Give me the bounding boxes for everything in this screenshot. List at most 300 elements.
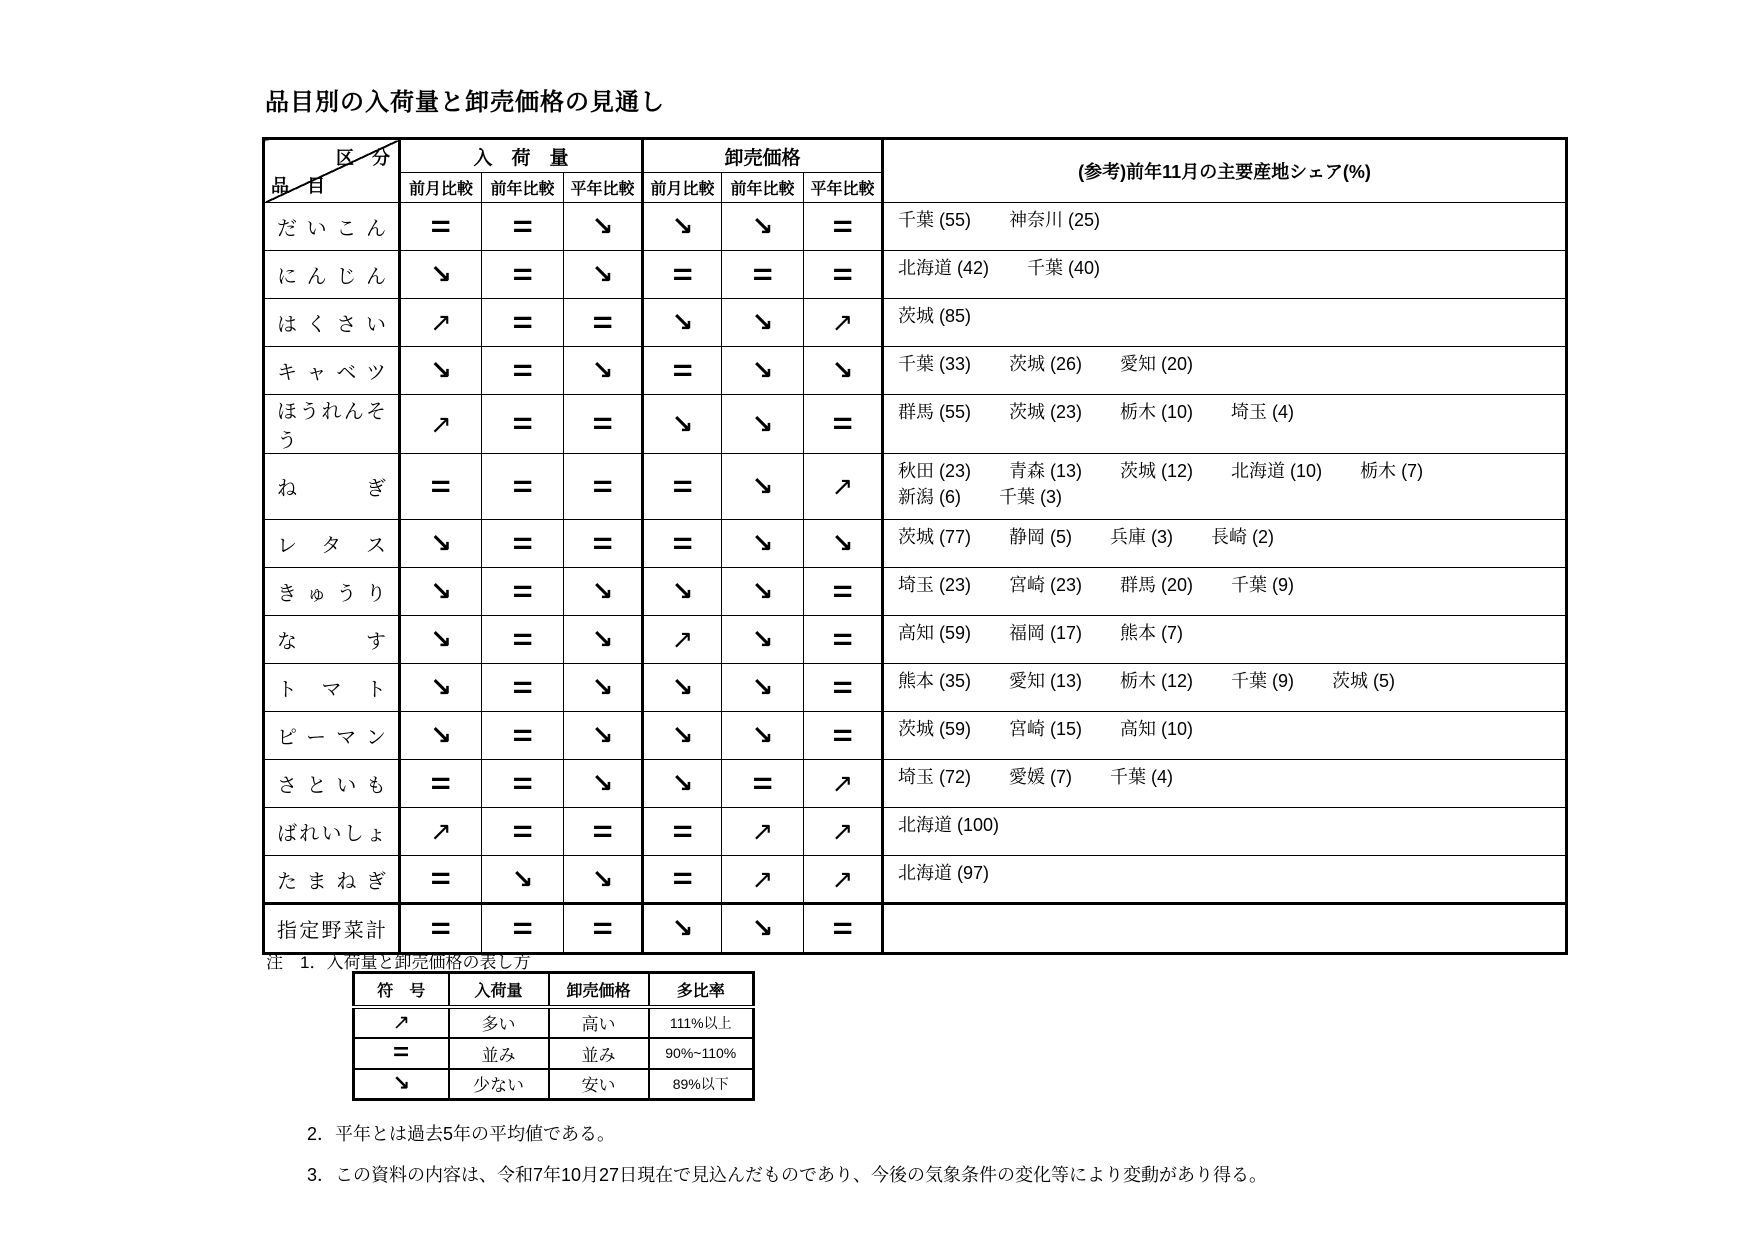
trend-even-icon: = xyxy=(832,670,853,704)
trend-even-icon: = xyxy=(512,622,533,656)
legend-symbol-cell xyxy=(354,1069,449,1100)
trend-down-icon: ↘ xyxy=(671,576,694,606)
trend-down-icon: ↘ xyxy=(751,471,774,501)
symbol-cell xyxy=(400,299,482,347)
trend-even-icon: = xyxy=(832,718,853,752)
symbol-cell xyxy=(722,520,804,568)
trend-even-icon: = xyxy=(512,353,533,387)
trend-even-icon: = xyxy=(512,766,533,800)
symbol-cell xyxy=(804,395,883,454)
item-row xyxy=(264,520,1567,568)
item-row xyxy=(264,299,1567,347)
trend-down-icon: ↘ xyxy=(591,720,614,750)
note-2: 2．平年とは過去5年の平均値である。 xyxy=(307,1124,616,1144)
trend-even-icon: = xyxy=(430,209,452,243)
trend-even-icon: = xyxy=(592,911,613,945)
trend-even-icon: = xyxy=(672,353,693,387)
symbol-cell xyxy=(722,616,804,664)
trend-down-icon: ↘ xyxy=(430,528,452,558)
symbol-cell xyxy=(643,454,722,520)
symbol-cell xyxy=(400,904,482,954)
legend-header-supply: 入荷量 xyxy=(449,973,549,1007)
share-entry: 愛媛 (7) xyxy=(1009,767,1073,787)
trend-up-icon: ↗ xyxy=(751,863,774,894)
symbol-cell xyxy=(643,760,722,808)
symbol-cell xyxy=(643,616,722,664)
symbol-cell xyxy=(643,712,722,760)
trend-up-icon: ↗ xyxy=(831,816,854,846)
share-line xyxy=(898,860,1561,886)
symbol-cell xyxy=(564,808,643,856)
symbol-cell xyxy=(722,856,804,904)
symbol-cell xyxy=(400,856,482,904)
item-name: きゅうり xyxy=(264,568,400,616)
legend-supply-cell: 並み xyxy=(449,1038,549,1069)
legend-row xyxy=(354,1038,754,1069)
trend-down-icon: ↘ xyxy=(671,913,694,943)
item-name: なす xyxy=(264,616,400,664)
corner-item-label: 品 目 xyxy=(271,176,325,196)
symbol-cell xyxy=(400,347,482,395)
item-name: ばれいしょ xyxy=(264,808,400,856)
symbol-cell xyxy=(400,568,482,616)
item-row xyxy=(264,347,1567,395)
item-row xyxy=(264,664,1567,712)
legend-price-cell: 並み xyxy=(549,1038,649,1069)
symbol-cell xyxy=(804,299,883,347)
trend-even-icon: = xyxy=(832,622,853,656)
symbol-cell xyxy=(564,664,643,712)
symbol-cell xyxy=(722,347,804,395)
share-entry: 茨城 (23) xyxy=(1009,402,1083,422)
trend-down-icon: ↘ xyxy=(831,528,854,558)
share-cell xyxy=(883,520,1567,568)
share-entry: 高知 (59) xyxy=(898,623,972,643)
trend-down-icon: ↘ xyxy=(671,672,694,702)
symbol-cell xyxy=(564,395,643,454)
share-line xyxy=(898,764,1561,790)
symbol-cell xyxy=(564,520,643,568)
share-cell xyxy=(883,251,1567,299)
symbol-cell xyxy=(643,664,722,712)
symbol-cell xyxy=(722,395,804,454)
symbol-cell xyxy=(400,760,482,808)
share-line xyxy=(898,351,1561,377)
trend-down-icon: ↘ xyxy=(751,720,774,750)
symbol-cell xyxy=(482,203,564,251)
legend-row xyxy=(354,1007,754,1038)
trend-even-icon: = xyxy=(592,407,613,440)
symbol-cell xyxy=(400,664,482,712)
trend-even-icon: = xyxy=(512,718,533,752)
share-cell xyxy=(883,395,1567,454)
symbol-cell xyxy=(564,856,643,904)
symbol-cell xyxy=(482,347,564,395)
symbol-cell xyxy=(482,251,564,299)
item-name: ねぎ xyxy=(264,454,400,520)
share-entry: 埼玉 (23) xyxy=(898,575,972,595)
legend-symbol-cell xyxy=(354,1038,449,1069)
symbol-cell xyxy=(400,203,482,251)
trend-up-icon: ↗ xyxy=(831,471,854,501)
share-line xyxy=(898,668,1561,694)
share-entry: 静岡 (5) xyxy=(1009,527,1073,547)
legend-supply-cell: 少ない xyxy=(449,1069,549,1100)
trend-down-icon: ↘ xyxy=(430,624,452,654)
symbol-cell xyxy=(400,395,482,454)
trend-up-icon: ↗ xyxy=(392,1010,411,1034)
symbol-cell xyxy=(482,760,564,808)
item-row xyxy=(264,203,1567,251)
trend-even-icon: = xyxy=(592,305,613,339)
trend-up-icon: ↗ xyxy=(430,816,452,846)
share-entry: 栃木 (10) xyxy=(1120,402,1194,422)
legend-ratio-cell: 89%以下 xyxy=(649,1069,754,1100)
symbol-cell xyxy=(400,520,482,568)
share-line xyxy=(898,255,1561,281)
trend-up-icon: ↗ xyxy=(751,816,774,846)
trend-down-icon: ↘ xyxy=(751,672,774,702)
trend-down-icon: ↘ xyxy=(430,576,452,606)
symbol-cell xyxy=(400,616,482,664)
share-entry: 熊本 (7) xyxy=(1120,623,1184,643)
legend-ratio-cell: 90%~110% xyxy=(649,1038,754,1069)
price-group-header: 卸売価格 xyxy=(643,139,883,173)
item-name: ほうれんそう xyxy=(264,395,400,454)
trend-even-icon: = xyxy=(512,469,533,503)
trend-up-icon: ↗ xyxy=(430,307,452,337)
trend-even-icon: = xyxy=(430,469,452,503)
symbol-cell xyxy=(643,203,722,251)
symbol-cell xyxy=(722,299,804,347)
item-name: さといも xyxy=(264,760,400,808)
symbol-cell xyxy=(643,299,722,347)
trend-even-icon: = xyxy=(592,526,613,560)
share-entry: 茨城 (12) xyxy=(1120,461,1194,481)
share-entry: 千葉 (9) xyxy=(1231,575,1295,595)
item-name: レタス xyxy=(264,520,400,568)
share-cell xyxy=(883,904,1567,954)
column-header: 前年比較 xyxy=(482,173,564,203)
symbol-cell xyxy=(482,395,564,454)
share-entry: 埼玉 (72) xyxy=(898,767,972,787)
trend-even-icon: = xyxy=(512,209,533,243)
legend-price-cell: 高い xyxy=(549,1007,649,1038)
share-entry: 北海道 (100) xyxy=(898,815,1000,835)
legend-row xyxy=(354,1069,754,1100)
trend-down-icon: ↘ xyxy=(751,307,774,337)
share-entry: 栃木 (12) xyxy=(1120,671,1194,691)
supply-group-header: 入 荷 量 xyxy=(400,139,643,173)
share-entry: 新潟 (6) xyxy=(898,487,961,507)
main-table-body xyxy=(264,203,1567,954)
trend-even-icon: = xyxy=(832,257,853,291)
share-cell xyxy=(883,203,1567,251)
item-row xyxy=(264,251,1567,299)
trend-even-icon: = xyxy=(430,911,452,945)
share-column-header: (参考)前年11月の主要産地シェア(%) xyxy=(883,139,1567,203)
share-cell xyxy=(883,347,1567,395)
share-entry: 高知 (10) xyxy=(1120,719,1194,739)
corner-header-cell xyxy=(264,139,400,203)
symbol-cell xyxy=(482,299,564,347)
trend-up-icon: ↗ xyxy=(430,408,452,439)
symbol-cell xyxy=(564,760,643,808)
legend-supply-cell: 多い xyxy=(449,1007,549,1038)
symbol-cell xyxy=(804,664,883,712)
share-cell xyxy=(883,712,1567,760)
trend-even-icon: = xyxy=(752,766,773,800)
corner-category-label: 区 分 xyxy=(336,148,390,168)
trend-even-icon: = xyxy=(592,469,613,503)
symbol-cell xyxy=(643,904,722,954)
symbol-cell xyxy=(804,251,883,299)
symbol-cell xyxy=(722,808,804,856)
symbol-cell xyxy=(804,616,883,664)
item-name: はくさい xyxy=(264,299,400,347)
symbol-cell xyxy=(722,203,804,251)
item-row xyxy=(264,856,1567,904)
trend-down-icon: ↘ xyxy=(751,355,774,385)
trend-even-icon: = xyxy=(832,574,853,608)
trend-down-icon: ↘ xyxy=(591,672,614,702)
share-entry: 愛知 (13) xyxy=(1009,671,1083,691)
share-entry: 群馬 (20) xyxy=(1120,575,1194,595)
item-row xyxy=(264,616,1567,664)
trend-even-icon: = xyxy=(512,670,533,704)
symbol-cell xyxy=(643,520,722,568)
share-cell xyxy=(883,760,1567,808)
trend-even-icon: = xyxy=(832,911,853,945)
symbol-cell xyxy=(482,856,564,904)
symbol-cell xyxy=(482,664,564,712)
share-entry: 千葉 (3) xyxy=(999,487,1062,507)
item-row xyxy=(264,808,1567,856)
trend-down-icon: ↘ xyxy=(751,528,774,558)
forecast-table xyxy=(262,137,1568,955)
share-entry: 千葉 (33) xyxy=(898,354,972,374)
share-entry: 茨城 (5) xyxy=(1332,671,1396,691)
share-entry: 青森 (13) xyxy=(1009,461,1083,481)
share-cell xyxy=(883,664,1567,712)
legend-table xyxy=(352,971,755,1101)
item-name: にんじん xyxy=(264,251,400,299)
legend-header-price: 卸売価格 xyxy=(549,973,649,1007)
column-header: 前月比較 xyxy=(643,173,722,203)
trend-down-icon: ↘ xyxy=(591,259,614,289)
page-title: 品目別の入荷量と卸売価格の見通し xyxy=(265,89,665,116)
share-line xyxy=(898,207,1561,233)
trend-even-icon: = xyxy=(512,305,533,339)
share-entry: 愛知 (20) xyxy=(1120,354,1194,374)
symbol-cell xyxy=(804,856,883,904)
trend-even-icon: = xyxy=(512,407,533,440)
symbol-cell xyxy=(400,251,482,299)
trend-even-icon: = xyxy=(393,1039,410,1066)
share-entry: 栃木 (7) xyxy=(1360,461,1424,481)
symbol-cell xyxy=(722,568,804,616)
share-cell xyxy=(883,299,1567,347)
share-line xyxy=(898,458,1561,484)
share-entry: 千葉 (4) xyxy=(1110,767,1174,787)
share-entry: 千葉 (40) xyxy=(1027,258,1101,278)
share-entry: 茨城 (59) xyxy=(898,719,972,739)
trend-down-icon: ↘ xyxy=(591,768,614,798)
column-header: 前月比較 xyxy=(400,173,482,203)
share-entry: 北海道 (42) xyxy=(898,258,990,278)
trend-even-icon: = xyxy=(512,526,533,560)
trend-down-icon: ↘ xyxy=(751,624,774,654)
trend-even-icon: = xyxy=(592,814,613,848)
share-line xyxy=(898,716,1561,742)
symbol-cell xyxy=(482,520,564,568)
trend-down-icon: ↘ xyxy=(591,576,614,606)
symbol-cell xyxy=(482,808,564,856)
legend-ratio-cell: 111%以上 xyxy=(649,1007,754,1038)
trend-up-icon: ↗ xyxy=(831,307,854,337)
item-row xyxy=(264,568,1567,616)
trend-down-icon: ↘ xyxy=(591,863,614,894)
symbol-cell xyxy=(804,454,883,520)
trend-down-icon: ↘ xyxy=(511,863,534,894)
share-entry: 神奈川 (25) xyxy=(1009,210,1101,230)
share-entry: 埼玉 (4) xyxy=(1231,402,1295,422)
trend-down-icon: ↘ xyxy=(671,307,694,337)
item-row xyxy=(264,712,1567,760)
symbol-cell xyxy=(722,664,804,712)
trend-up-icon: ↗ xyxy=(671,624,694,654)
trend-even-icon: = xyxy=(672,526,693,560)
share-cell xyxy=(883,568,1567,616)
trend-down-icon: ↘ xyxy=(430,355,452,385)
trend-even-icon: = xyxy=(430,862,452,895)
share-entry: 宮崎 (15) xyxy=(1009,719,1083,739)
symbol-cell xyxy=(643,395,722,454)
item-name: 指定野菜計 xyxy=(264,904,400,954)
symbol-cell xyxy=(804,808,883,856)
trend-down-icon: ↘ xyxy=(751,408,774,439)
symbol-cell xyxy=(804,568,883,616)
trend-even-icon: = xyxy=(512,911,533,945)
trend-down-icon: ↘ xyxy=(392,1071,411,1095)
share-entry: 宮崎 (23) xyxy=(1009,575,1083,595)
share-cell xyxy=(883,808,1567,856)
share-line xyxy=(898,620,1561,646)
legend-header-ratio: 多比率 xyxy=(649,973,754,1007)
trend-down-icon: ↘ xyxy=(831,355,854,385)
symbol-cell xyxy=(722,712,804,760)
item-row xyxy=(264,760,1567,808)
trend-even-icon: = xyxy=(512,257,533,291)
share-line xyxy=(898,484,1561,510)
trend-even-icon: = xyxy=(512,574,533,608)
share-cell xyxy=(883,454,1567,520)
trend-even-icon: = xyxy=(672,814,693,848)
item-name: だいこん xyxy=(264,203,400,251)
symbol-cell xyxy=(804,520,883,568)
symbol-cell xyxy=(804,347,883,395)
symbol-cell xyxy=(643,808,722,856)
symbol-cell xyxy=(564,712,643,760)
symbol-cell xyxy=(564,568,643,616)
symbol-cell xyxy=(564,299,643,347)
trend-down-icon: ↘ xyxy=(671,720,694,750)
item-name: トマト xyxy=(264,664,400,712)
symbol-cell xyxy=(804,760,883,808)
column-header: 前年比較 xyxy=(722,173,804,203)
symbol-cell xyxy=(722,760,804,808)
column-header: 平年比較 xyxy=(804,173,883,203)
symbol-cell xyxy=(400,712,482,760)
symbol-cell xyxy=(482,616,564,664)
column-header: 平年比較 xyxy=(564,173,643,203)
trend-even-icon: = xyxy=(430,766,452,800)
trend-down-icon: ↘ xyxy=(671,768,694,798)
symbol-cell xyxy=(722,454,804,520)
legend-price-cell: 安い xyxy=(549,1069,649,1100)
symbol-cell xyxy=(804,712,883,760)
trend-down-icon: ↘ xyxy=(591,355,614,385)
symbol-cell xyxy=(722,904,804,954)
trend-down-icon: ↘ xyxy=(671,408,694,439)
symbol-cell xyxy=(482,568,564,616)
trend-down-icon: ↘ xyxy=(430,720,452,750)
trend-up-icon: ↗ xyxy=(831,863,854,894)
legend-symbol-cell xyxy=(354,1007,449,1038)
share-entry: 長崎 (2) xyxy=(1211,527,1275,547)
item-name: たまねぎ xyxy=(264,856,400,904)
share-line xyxy=(898,572,1561,598)
share-cell xyxy=(883,856,1567,904)
symbol-cell xyxy=(564,904,643,954)
item-row xyxy=(264,454,1567,520)
symbol-cell xyxy=(804,203,883,251)
share-entry: 秋田 (23) xyxy=(898,461,972,481)
trend-down-icon: ↘ xyxy=(751,211,774,241)
trend-even-icon: = xyxy=(672,862,693,895)
share-entry: 兵庫 (3) xyxy=(1110,527,1174,547)
trend-down-icon: ↘ xyxy=(591,624,614,654)
symbol-cell xyxy=(643,568,722,616)
note-3: 3．この資料の内容は、令和7年10月27日現在で見込んだものであり、今後の気象条件の変化等により変動があり得る。 xyxy=(307,1165,1268,1185)
symbol-cell xyxy=(643,347,722,395)
share-entry: 茨城 (77) xyxy=(898,527,972,547)
share-entry: 千葉 (55) xyxy=(898,210,972,230)
note-1: 注 1．入荷量と卸売価格の表し方 xyxy=(266,953,531,972)
trend-even-icon: = xyxy=(512,814,533,848)
symbol-cell xyxy=(564,251,643,299)
share-cell xyxy=(883,616,1567,664)
share-entry: 群馬 (55) xyxy=(898,402,972,422)
share-entry: 北海道 (97) xyxy=(898,863,990,883)
trend-down-icon: ↘ xyxy=(671,211,694,241)
symbol-cell xyxy=(643,251,722,299)
item-name: キャベツ xyxy=(264,347,400,395)
symbol-cell xyxy=(482,712,564,760)
symbol-cell xyxy=(482,904,564,954)
share-line xyxy=(898,812,1561,838)
trend-even-icon: = xyxy=(752,257,773,291)
trend-even-icon: = xyxy=(832,209,853,243)
share-entry: 福岡 (17) xyxy=(1009,623,1083,643)
trend-down-icon: ↘ xyxy=(430,672,452,702)
share-entry: 茨城 (85) xyxy=(898,306,972,326)
item-name: ピーマン xyxy=(264,712,400,760)
trend-even-icon: = xyxy=(672,257,693,291)
symbol-cell xyxy=(564,203,643,251)
item-row xyxy=(264,395,1567,454)
share-entry: 熊本 (35) xyxy=(898,671,972,691)
